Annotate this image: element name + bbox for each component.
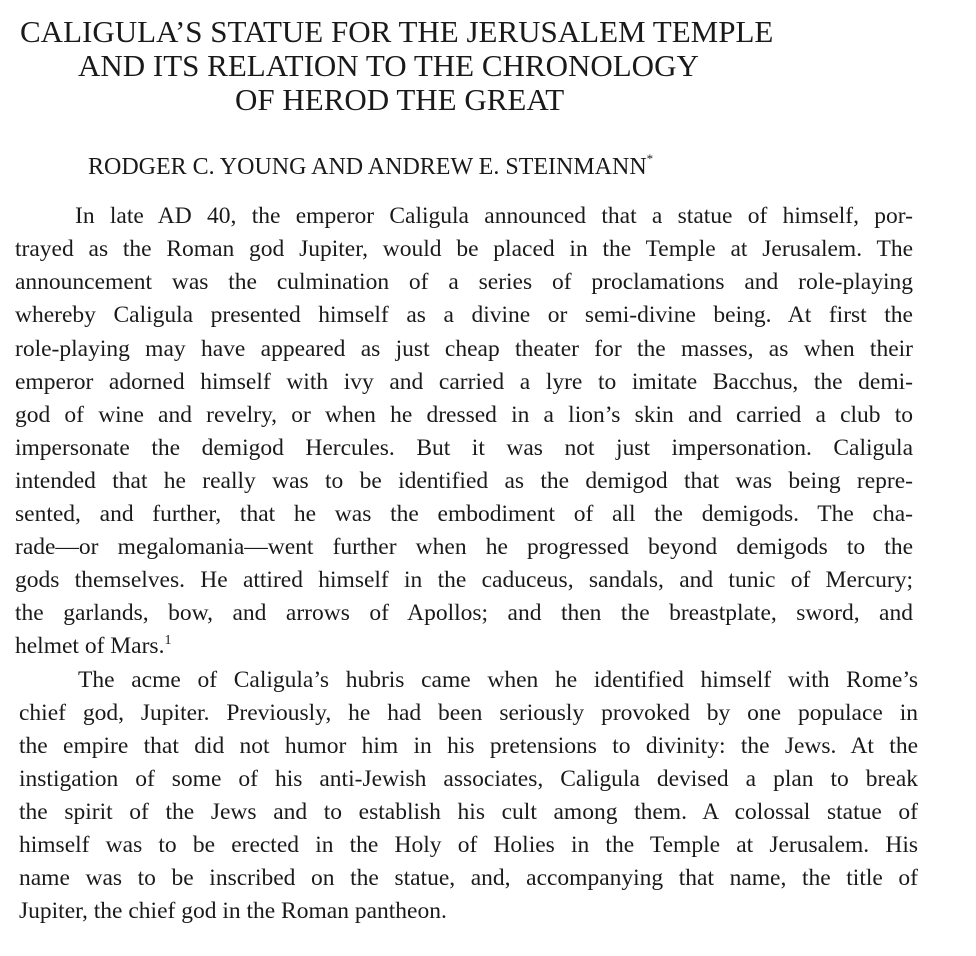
paragraph-1-line: rade—or megalomania—went further when he progressed beyond demigods to the	[15, 534, 913, 560]
paragraph-2-line: the spirit of the Jews and to establish his cult among them. A colossal statue of	[19, 799, 918, 825]
paragraph-1-last-line	[15, 630, 171, 663]
paragraph-1-line: intended that he really was to be identified as the demigod that was being repre-	[15, 468, 913, 494]
paragraph-1-line: emperor adorned himself with ivy and carried a lyre to imitate Bacchus, the demi-	[15, 369, 913, 395]
title-line-1: CALIGULA’S STATUE FOR THE JERUSALEM TEMPLE	[20, 14, 774, 49]
paragraph-1-line: whereby Caligula presented himself as a divine or semi-divine being. At first the	[15, 302, 913, 328]
title-line-2: AND ITS RELATION TO THE CHRONOLOGY	[78, 48, 699, 83]
paragraph-2-line: chief god, Jupiter. Previously, he had been seriously provoked by one populace in	[19, 700, 918, 726]
paragraph-2-line: himself was to be erected in the Holy of Holies in the Temple at Jerusalem. His	[19, 832, 918, 858]
paragraph-1-line: the garlands, bow, and arrows of Apollos; and then the breastplate, sword, and	[15, 600, 913, 626]
author-footnote-mark: *	[646, 151, 654, 166]
paragraph-1-line: helmet of Mars.	[15, 633, 165, 659]
paragraph-1-line: role-playing may have appeared as just cheap theater for the masses, as when their	[15, 336, 913, 362]
paragraph-1-line: announcement was the culmination of a series of proclamations and role-playing	[15, 269, 913, 295]
paragraph-2-line: name was to be inscribed on the statue, and, accompanying that name, the title of	[19, 865, 918, 891]
paragraph-1-line: In late AD 40, the emperor Caligula announced that a statue of himself, por-	[75, 203, 913, 229]
paragraph-2-line: instigation of some of his anti-Jewish associates, Caligula devised a plan to break	[19, 766, 918, 792]
paragraph-1-line: god of wine and revelry, or when he dressed in a lion’s skin and carried a club to	[15, 402, 913, 428]
paragraph-2-line: Jupiter, the chief god in the Roman pantheon.	[19, 898, 447, 924]
paragraph-1-line: trayed as the Roman god Jupiter, would be placed in the Temple at Jerusalem. The	[15, 236, 913, 262]
paragraph-1-line: gods themselves. He attired himself in the caduceus, sandals, and tunic of Mercury;	[15, 567, 913, 593]
authors-text: RODGER C. YOUNG AND ANDREW E. STEINMANN	[88, 154, 647, 180]
paragraph-1-line: sented, and further, that he was the embodiment of all the demigods. The cha-	[15, 501, 913, 527]
paragraph-1-line: impersonate the demigod Hercules. But it was not just impersonation. Caligula	[15, 435, 913, 461]
title-line-3: OF HEROD THE GREAT	[235, 82, 565, 117]
paragraph-2-line: The acme of Caligula’s hubris came when he identified himself with Rome’s	[78, 667, 918, 693]
footnote-reference: 1	[164, 633, 172, 648]
article-authors	[88, 150, 653, 184]
paragraph-2-line: the empire that did not humor him in his pretensions to divinity: the Jews. At the	[19, 733, 918, 759]
